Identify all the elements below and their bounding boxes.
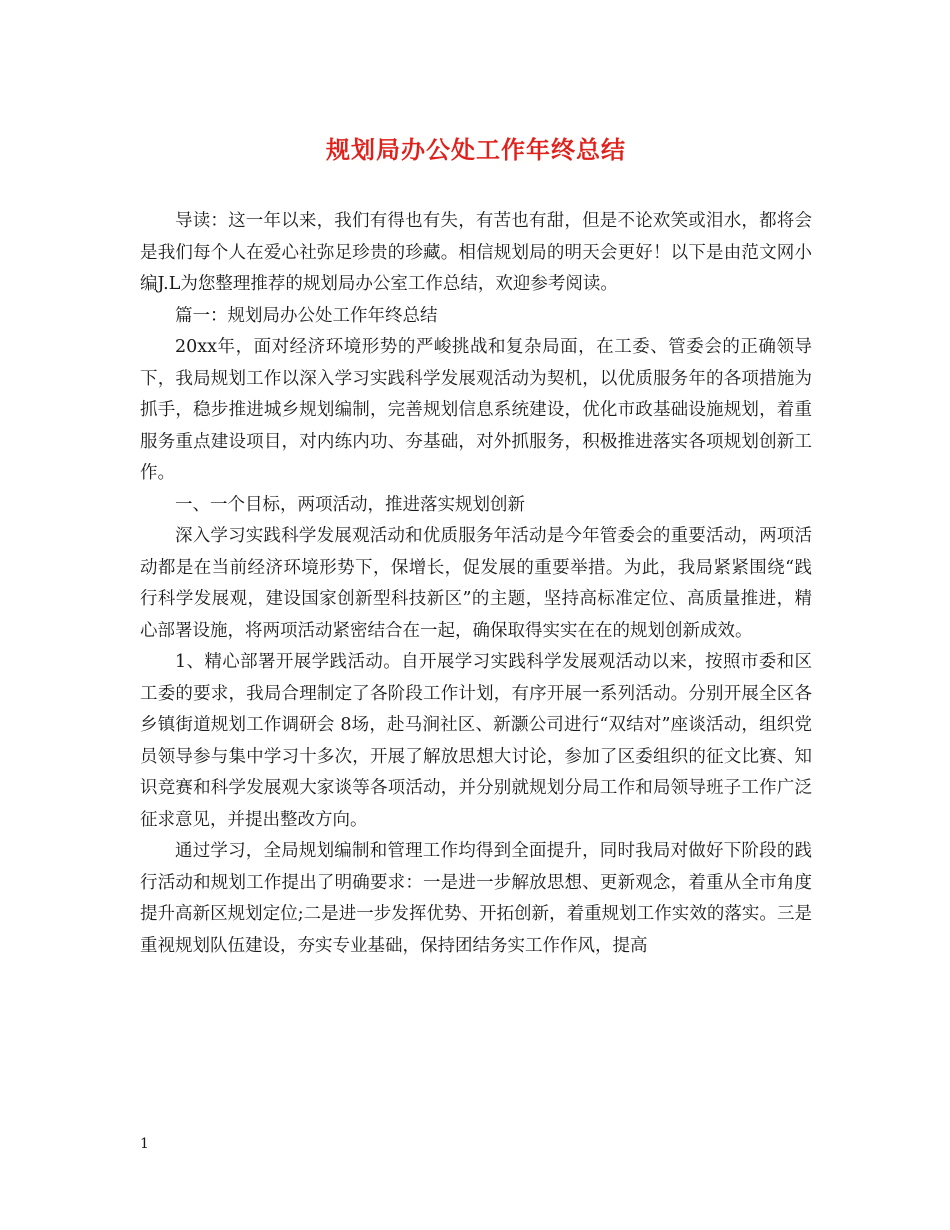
paragraph-activities: 深入学习实践科学发展观活动和优质服务年活动是今年管委会的重要活动，两项活动都是在当前经济环境形势下，保增长，促发展的重要举措。为此，我局紧紧围绕“践行科学发展观，建设国家创新型科技新区”的主题，坚持高标准定位、高质量推进，精心部署设施，将两项活动紧密结合在一起，确保取得实实在在的规划创新成效。 [140,526,812,641]
document-body [140,206,812,962]
paragraph-chapter-heading: 篇一：规划局办公处工作年终总结 [175,305,438,326]
document-title: 规划局办公处工作年终总结 [326,135,626,164]
paragraph-item-1: 1、精心部署开展学践活动。自开展学习实践科学发展观活动以来，按照市委和区工委的要求，我局合理制定了各阶段工作计划，有序开展一系列活动。分别开展全区各乡镇街道规划工作调研会 8场，赴马涧社区、新灏公司进行“双结对”座谈活动，组织党员领导参与集中学习十多次，开展了解放思想大讨论，参加了区委组织的征文比赛、知识竞赛和科学发展观大家谈等各项活动，并分别就规划分局工作和局领导班子工作广泛征求意见，并提出整改方向。 [140,652,812,830]
page-number: 1 [140,1136,149,1152]
paragraph-overview: 20xx年，面对经济环境形势的严峻挑战和复杂局面，在工委、管委会的正确领导下，我局规划工作以深入学习实践科学发展观活动为契机，以优质服务年的各项措施为抓手，稳步推进城乡规划编制，完善规划信息系统建设，优化市政基础设施规划，着重服务重点建设项目，对内练内功、夯基础，对外抓服务，积极推进落实各项规划创新工作。 [140,337,812,483]
paragraph-section-heading: 一、一个目标，两项活动，推进落实规划创新 [175,494,525,515]
paragraph-study-results: 通过学习，全局规划编制和管理工作均得到全面提升，同时我局对做好下阶段的践行活动和规划工作提出了明确要求：一是进一步解放思想、更新观念，着重从全市角度提升高新区规划定位;二是进一步发挥优势、开拓创新，着重规划工作实效的落实。三是重视规划队伍建设，夯实专业基础，保持团结务实工作作风，提高 [140,841,812,956]
document-page [140,0,812,1230]
paragraph-intro: 导读：这一年以来，我们有得也有失，有苦也有甜，但是不论欢笑或泪水，都将会是我们每个人在爱心社弥足珍贵的珍藏。相信规划局的明天会更好！以下是由范文网小编J.L为您整理推荐的规划局办公室工作总结，欢迎参考阅读。 [140,211,812,294]
